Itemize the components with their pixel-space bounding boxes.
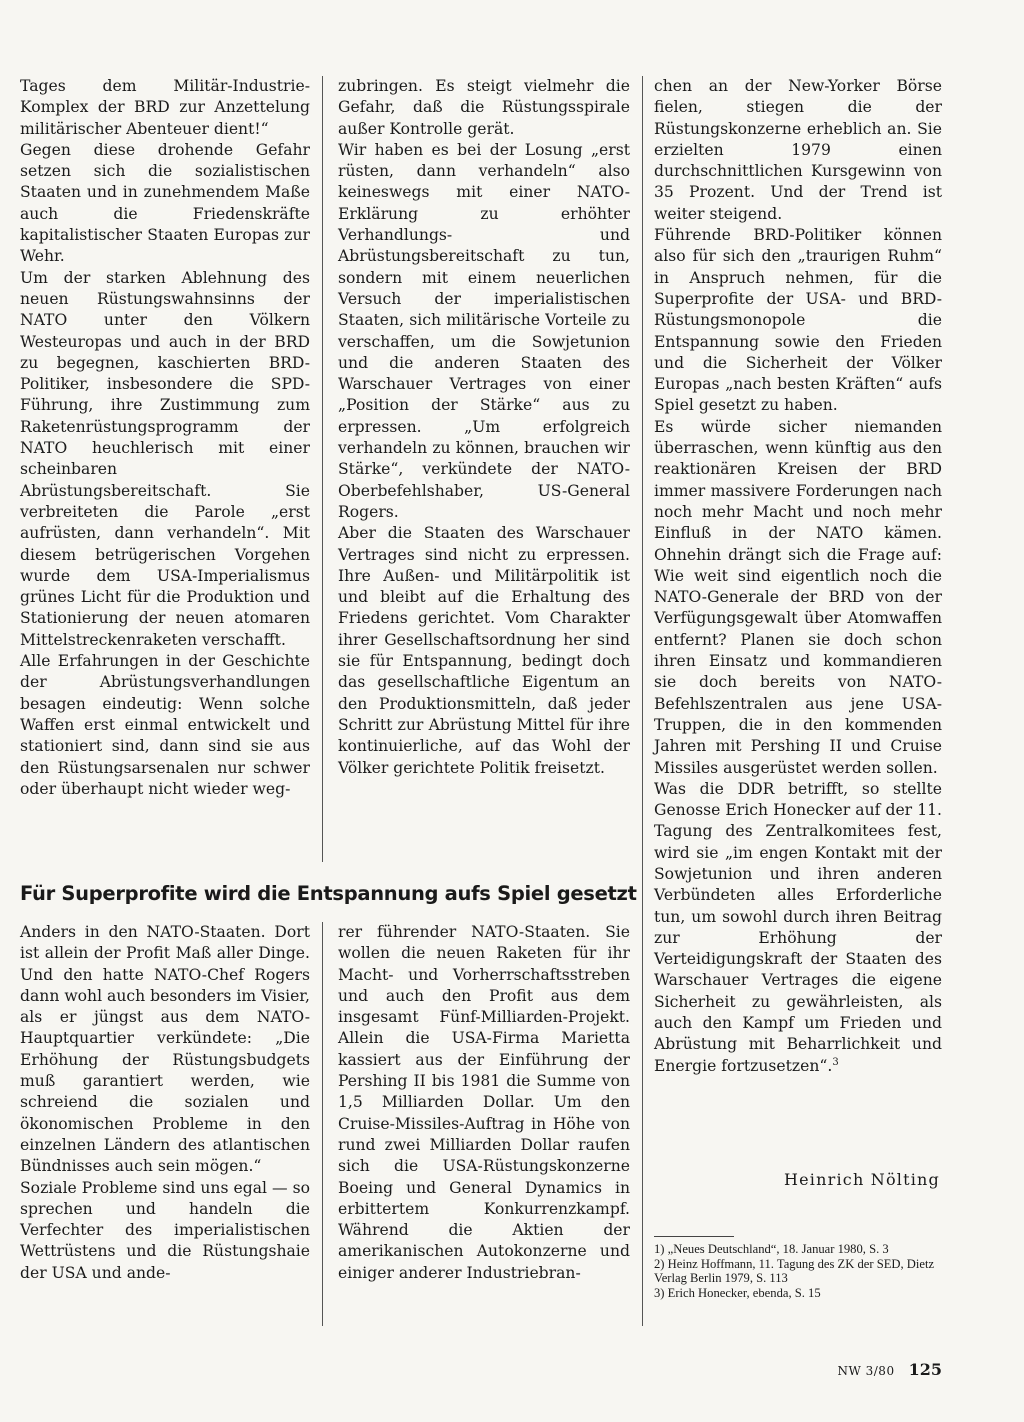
footnote: 1) „Neues Deutschland“, 18. Januar 1980, S. 3 <box>654 1242 889 1256</box>
column-rule <box>322 922 323 1326</box>
section-headline: Für Superprofite wird die Entspannung aufs Spiel gesetzt <box>20 882 637 905</box>
paragraph: Führende BRD-Politiker können also für sich den „traurigen Ruhm“ in Anspruch nehmen, für die Superprofite der USA- und BRD-Rüstungsmonopole die Entspannung sowie den Frieden und die Sicherheit der Völker Europas „nach besten Kräften“ aufs Spiel gesetzt zu haben. <box>654 226 942 415</box>
footnote-marker: 3 <box>832 1056 839 1068</box>
journal-issue: NW 3/80 <box>837 1364 895 1378</box>
column-2-bottom <box>338 922 630 1284</box>
column-1-top <box>20 76 310 800</box>
paragraph: Soziale Probleme sind uns egal — so sprechen und handeln die Verfechter des imperialistischen Wettrüstens und die Rüstungshaie der USA und ande- <box>20 1178 310 1282</box>
author-name: Heinrich Nölting <box>783 1170 940 1189</box>
paragraph: Wir haben es bei der Losung „erst rüsten, dann verhandeln“ also keineswegs mit einer NATO-Erklärung zu erhöhter Verhandlungs- und Abrüstungsbereitschaft zu tun, sondern mit einem neuerlichen Versuch der imperialistischen Staaten, sich militärische Vorteile zu verschaffen, um die Sowjetunion und die anderen Staaten des Warschauer Vertrages von einer „Position der Stärke“ aus zu erpressen. „Um erfolgreich verhandeln zu können, brauchen wir Stärke“, verkündete der NATO-Oberbefehlshaber, US-General Rogers. <box>338 140 630 521</box>
footnotes <box>654 1242 944 1300</box>
column-1-bottom <box>20 922 310 1284</box>
paragraph: Anders in den NATO-Staaten. Dort ist allein der Profit Maß aller Dinge. Und den hatte NATO-Chef Rogers dann wohl auch besonders im Visier, als er jüngst aus dem NATO-Hauptquartier verkündete: „Die Erhöhung der Rüstungsbudgets muß garantiert werden, wie schreiend die sozialen und ökonomischen Probleme in den einzelnen Ländern des atlantischen Bündnisses auch sein mögen.“ <box>20 923 311 1176</box>
paragraph: rer führender NATO-Staaten. Sie wollen die neuen Raketen für ihr Macht- und Vorherrschaftsstreben und auch den Profit aus dem insgesamt Fünf-Milliarden-Projekt. Allein die USA-Firma Marietta kassiert aus der Einführung der Pershing II bis 1981 die Summe von 1,5 Milliarden Dollar. Um den Cruise-Missiles-Auftrag in Höhe von rund zwei Milliarden Dollar raufen sich die USA-Rüstungskonzerne Boeing und General Dynamics in erbittertem Konkurrenzkampf. Während die Aktien der amerikanischen Autokonzerne und einiger anderer Industriebran- <box>338 923 630 1282</box>
column-rule <box>642 76 643 1326</box>
paragraph: Gegen diese drohende Gefahr setzen sich die sozialistischen Staaten und in zunehmendem Maße auch die Friedenskräfte kapitalistischer Staaten Europas zur Wehr. <box>20 140 310 266</box>
paragraph <box>654 779 942 1077</box>
paragraph: Aber die Staaten des Warschauer Vertrages sind nicht zu erpressen. Ihre Außen- und Militärpolitik ist und bleibt auf die Erhaltung des Friedens gerichtet. Vom Charakter ihrer Gesellschaftsordnung her sind sie für Entspannung, bedingt doch das gesellschaftliche Eigentum an den Produktionsmitteln, daß jeder Schritt zur Abrüstung Mittel für ihre kontinuierliche, auf das Wohl der Völker gerichtete Politik freisetzt. <box>338 524 630 777</box>
column-rule <box>322 76 323 862</box>
paragraph: zubringen. Es steigt vielmehr die Gefahr, daß die Rüstungsspirale außer Kontrolle gerät. <box>338 77 630 138</box>
paragraph-text: Was die DDR betrifft, so stellte Genosse Erich Honecker auf der 11. Tagung des Zentralkomitees fest, wird sie „im engen Kontakt mit der Sowjetunion und ihren anderen Verbündeten alles Erforderliche tun, um sowohl durch ihren Beitrag zur Erhöhung der Verteidigungskraft der Staaten des Warschauer Vertrages die eigene Sicherheit zu gewährleisten, als auch den Kampf um Frieden und Abrüstung mit Beharrlichkeit und Energie fortzusetzen“. <box>654 779 942 1075</box>
column-3 <box>654 76 942 1077</box>
paragraph: Es würde sicher niemanden überraschen, wenn künftig aus den reaktionären Kreisen der BRD immer massivere Forderungen nach noch mehr Macht und noch mehr Einfluß in der NATO kämen. Ohnehin drängt sich die Frage auf: Wie weit sind eigentlich noch die NATO-Generale der BRD von der Verfügungsgewalt über Atomwaffen entfernt? Planen sie doch schon ihren Einsatz und kommandieren sie doch bereits von NATO-Befehlszentralen aus jene USA-Truppen, die in den kommenden Jahren mit Pershing II und Cruise Missiles ausgerüstet werden sollen. <box>654 417 942 777</box>
footnote-divider <box>654 1236 734 1237</box>
page-footer <box>800 1360 942 1379</box>
paragraph: chen an der New-Yorker Börse fielen, stiegen die der Rüstungskonzerne erheblich an. Sie erzielten 1979 einen durchschnittlichen Kursgewinn von 35 Prozent. Und der Trend ist weiter steigend. <box>654 77 942 223</box>
column-2-top <box>338 76 630 779</box>
paragraph: Um der starken Ablehnung des neuen Rüstungswahnsinns der NATO unter den Völkern Westeuropas und auch in der BRD zu begegnen, kaschierten BRD-Politiker, insbesondere die SPD-Führung, ihre Zustimmung zum Raketenrüstungsprogramm der NATO heuchlerisch mit einer scheinbaren Abrüstungsbereitschaft. Sie verbreiteten die Parole „erst aufrüsten, dann verhandeln“. Mit diesem betrügerischen Vorgehen wurde dem USA-Imperialismus grünes Licht für die Produktion und Stationierung der neuen atomaren Mittelstreckenraketen verschafft. <box>20 268 310 649</box>
footnote: 2) Heinz Hoffmann, 11. Tagung des ZK der SED, Dietz Verlag Berlin 1979, S. 113 <box>654 1256 935 1286</box>
paragraph: Alle Erfahrungen in der Geschichte der Abrüstungsverhandlungen besagen eindeutig: Wenn solche Waffen erst einmal entwickelt und stationiert sind, dann sind sie aus den Rüstungsarsenalen nur schwer oder überhaupt nicht wieder weg- <box>20 652 310 798</box>
footnote: 3) Erich Honecker, ebenda, S. 15 <box>654 1285 821 1300</box>
paragraph: Tages dem Militär-Industrie-Komplex der BRD zur Anzettelung militärischer Abenteuer dient!“ <box>20 77 310 138</box>
page-number: 125 <box>908 1360 942 1379</box>
